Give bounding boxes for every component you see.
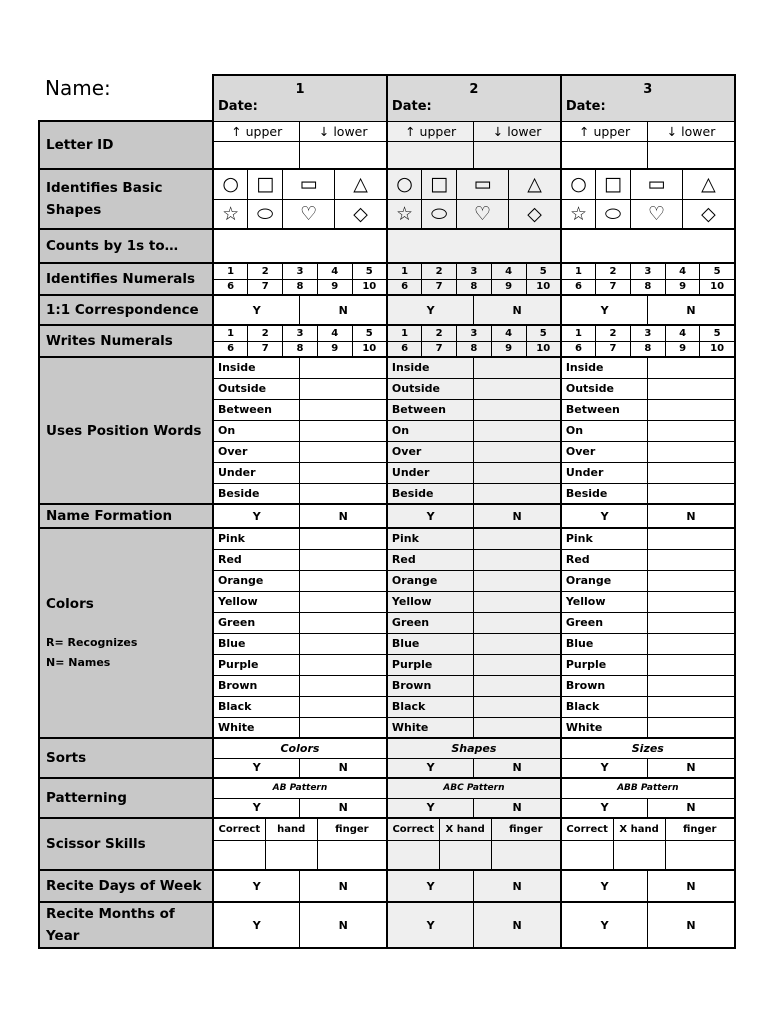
numeral-cell[interactable]: 8 [630,341,665,357]
position-entry[interactable] [474,462,561,483]
position-word: Between [213,399,300,420]
assessment-table [38,74,736,949]
color-entry[interactable] [648,528,735,549]
row-label-patterning: Patterning [39,778,213,818]
scissor-header: finger [665,818,735,840]
numeral-cell[interactable]: 7 [248,341,283,357]
numeral-cell[interactable]: 2 [248,325,283,341]
numeral-cell[interactable]: 10 [700,341,735,357]
shape-symbol-icon[interactable]: ○ [561,169,596,199]
position-entry[interactable] [300,399,387,420]
color-entry[interactable] [474,549,561,570]
color-entry[interactable] [648,570,735,591]
upper-header: ↑ upper [387,121,474,141]
upper-header: ↑ upper [561,121,648,141]
color-name: White [213,717,300,738]
position-entry[interactable] [648,441,735,462]
position-word: On [561,420,648,441]
color-name: Yellow [213,591,300,612]
patterning-type: ABB Pattern [561,778,735,798]
shape-symbol-icon[interactable]: □ [422,169,457,199]
scissor-entry[interactable] [265,840,317,870]
position-entry[interactable] [474,378,561,399]
position-entry[interactable] [648,378,735,399]
position-entry[interactable] [648,357,735,378]
color-entry[interactable] [474,717,561,738]
shape-symbol-icon[interactable]: △ [683,169,735,199]
position-word: Over [213,441,300,462]
color-entry[interactable] [648,675,735,696]
patterning-type: AB Pattern [213,778,387,798]
color-name: Red [387,549,474,570]
position-word: Outside [561,378,648,399]
numeral-cell[interactable]: 3 [630,263,665,279]
color-entry[interactable] [474,675,561,696]
color-name: Orange [213,570,300,591]
no-option[interactable]: N [300,504,387,528]
scissor-entry[interactable] [213,840,265,870]
row-label-position-words: Uses Position Words [39,357,213,504]
no-option[interactable]: N [648,870,735,902]
numeral-cell[interactable]: 7 [422,279,457,295]
numeral-cell[interactable]: 1 [561,263,596,279]
color-name: Red [561,549,648,570]
position-entry[interactable] [474,399,561,420]
scissor-entry[interactable] [665,840,735,870]
numeral-cell[interactable]: 5 [700,325,735,341]
position-word: Beside [561,483,648,504]
numeral-cell[interactable]: 2 [422,263,457,279]
row-label-correspondence: 1:1 Correspondence [39,295,213,325]
scissor-header: hand [265,818,317,840]
yes-option[interactable]: Y [213,504,300,528]
position-entry[interactable] [648,399,735,420]
color-name: Green [213,612,300,633]
row-label-days: Recite Days of Week [39,870,213,902]
position-entry[interactable] [300,441,387,462]
color-name: Pink [213,528,300,549]
date-label: Date: [218,99,258,115]
yes-option[interactable]: Y [213,902,300,948]
position-entry[interactable] [648,462,735,483]
numeral-cell[interactable]: 5 [526,325,561,341]
color-name: Purple [387,654,474,675]
numeral-cell[interactable]: 3 [283,325,318,341]
shape-symbol-icon[interactable]: □ [248,169,283,199]
color-entry[interactable] [300,633,387,654]
numeral-cell[interactable]: 10 [352,279,387,295]
position-entry[interactable] [648,420,735,441]
numeral-cell[interactable]: 6 [387,279,422,295]
scissor-header: finger [317,818,387,840]
scissor-entry[interactable] [561,840,613,870]
shape-symbol-icon[interactable]: ○ [213,169,248,199]
color-entry[interactable] [648,591,735,612]
lower-header: ↓ lower [300,121,387,141]
sorts-type: Sizes [561,738,735,758]
color-name: Yellow [387,591,474,612]
numeral-cell[interactable]: 7 [422,341,457,357]
shape-symbol-icon[interactable]: ◇ [683,199,735,229]
numeral-cell[interactable]: 4 [665,325,700,341]
shape-symbol-icon[interactable]: ☆ [387,199,422,229]
shape-symbol-icon[interactable]: ⬭ [248,199,283,229]
numeral-cell[interactable]: 8 [456,341,491,357]
numeral-cell[interactable]: 3 [283,263,318,279]
numeral-cell[interactable]: 2 [248,263,283,279]
colors-title: Colors [46,596,94,612]
color-entry[interactable] [474,633,561,654]
no-option[interactable]: N [474,870,561,902]
shape-symbol-icon[interactable]: ▭ [283,169,335,199]
numeral-cell[interactable]: 3 [456,325,491,341]
color-entry[interactable] [300,717,387,738]
position-word: Under [213,462,300,483]
no-option[interactable]: N [300,870,387,902]
date-column-header-3 [561,75,735,121]
color-entry[interactable] [648,633,735,654]
position-entry[interactable] [300,378,387,399]
color-name: Blue [387,633,474,654]
color-name: Black [387,696,474,717]
scissor-header: Correct [387,818,439,840]
color-name: Blue [561,633,648,654]
no-option[interactable]: N [648,295,735,325]
position-word: Beside [213,483,300,504]
position-word: Inside [561,357,648,378]
numeral-cell[interactable]: 6 [213,341,248,357]
scissor-header: finger [491,818,561,840]
sorts-type: Colors [213,738,387,758]
position-word: Under [387,462,474,483]
scissor-header: X hand [439,818,491,840]
color-name: Blue [213,633,300,654]
numeral-cell[interactable]: 6 [213,279,248,295]
upper-entry[interactable] [387,141,474,169]
legend-recognizes: R= Recognizes [46,636,138,649]
no-option[interactable]: N [474,902,561,948]
color-name: Pink [561,528,648,549]
lower-header: ↓ lower [648,121,735,141]
scissor-header: X hand [613,818,665,840]
color-entry[interactable] [648,654,735,675]
color-name: Orange [387,570,474,591]
color-entry[interactable] [474,528,561,549]
yes-option[interactable]: Y [387,295,474,325]
numeral-cell[interactable]: 8 [283,341,318,357]
color-entry[interactable] [300,612,387,633]
patterning-type: ABC Pattern [387,778,561,798]
position-entry[interactable] [474,420,561,441]
shape-symbol-icon[interactable]: ♡ [456,199,508,229]
numeral-cell[interactable]: 9 [317,341,352,357]
numeral-cell[interactable]: 8 [630,279,665,295]
yes-option[interactable]: Y [561,902,648,948]
position-word: Inside [213,357,300,378]
numeral-cell[interactable]: 8 [456,279,491,295]
numeral-cell[interactable]: 9 [491,341,526,357]
scissor-header: Correct [561,818,613,840]
no-option[interactable]: N [300,902,387,948]
shape-symbol-icon[interactable]: ♡ [283,199,335,229]
position-entry[interactable] [474,441,561,462]
color-entry[interactable] [300,528,387,549]
position-entry[interactable] [300,357,387,378]
shape-symbol-icon[interactable]: ○ [387,169,422,199]
position-word: Under [561,462,648,483]
column-number: 1 [295,82,305,98]
header-blank [39,75,213,121]
row-label-name-formation: Name Formation [39,504,213,528]
yes-option[interactable]: Y [213,758,300,778]
position-word: Between [561,399,648,420]
shape-symbol-icon[interactable]: ☆ [561,199,596,229]
date-column-header-1 [213,75,387,121]
position-word: Between [387,399,474,420]
shape-symbol-icon[interactable]: ▭ [456,169,508,199]
yes-option[interactable]: Y [387,902,474,948]
yes-option[interactable]: Y [561,758,648,778]
shape-symbol-icon[interactable]: △ [509,169,561,199]
shape-symbol-icon[interactable]: △ [335,169,387,199]
numeral-cell[interactable]: 3 [630,325,665,341]
position-entry[interactable] [300,483,387,504]
numeral-cell[interactable]: 9 [665,279,700,295]
numeral-cell[interactable]: 10 [526,279,561,295]
color-name: Purple [213,654,300,675]
no-option[interactable]: N [648,902,735,948]
scissor-entry[interactable] [317,840,387,870]
row-label-sorts: Sorts [39,738,213,778]
scissor-header: Correct [213,818,265,840]
position-word: On [387,420,474,441]
shape-symbol-icon[interactable]: ⬭ [596,199,631,229]
position-entry[interactable] [648,483,735,504]
numeral-cell[interactable]: 7 [596,279,631,295]
upper-entry[interactable] [561,141,648,169]
shape-symbol-icon[interactable]: □ [596,169,631,199]
numeral-cell[interactable]: 10 [700,279,735,295]
color-name: White [387,717,474,738]
numeral-cell[interactable]: 9 [665,341,700,357]
numeral-cell[interactable]: 3 [456,263,491,279]
yes-option[interactable]: Y [213,295,300,325]
no-option[interactable]: N [300,798,387,818]
color-name: Black [213,696,300,717]
color-name: Brown [561,675,648,696]
name-label: Name: [45,76,111,100]
numeral-cell[interactable]: 5 [526,263,561,279]
lower-entry[interactable] [648,141,735,169]
numeral-cell[interactable]: 8 [283,279,318,295]
color-name: Brown [213,675,300,696]
counts-entry[interactable] [387,229,561,263]
assessment-sheet [38,74,736,949]
no-option[interactable]: N [474,758,561,778]
position-word: Over [387,441,474,462]
numeral-cell[interactable]: 1 [387,325,422,341]
numeral-cell[interactable]: 5 [352,325,387,341]
yes-option[interactable]: Y [387,870,474,902]
color-entry[interactable] [474,612,561,633]
row-label-colors [39,528,213,738]
numeral-cell[interactable]: 4 [665,263,700,279]
numeral-cell[interactable]: 4 [491,263,526,279]
color-name: Black [561,696,648,717]
color-entry[interactable] [648,717,735,738]
numeral-cell[interactable]: 7 [596,341,631,357]
no-option[interactable]: N [648,798,735,818]
date-column-header-2 [387,75,561,121]
color-entry[interactable] [300,591,387,612]
position-entry[interactable] [300,462,387,483]
numeral-cell[interactable]: 6 [561,341,596,357]
numeral-cell[interactable]: 5 [700,263,735,279]
no-option[interactable]: N [474,798,561,818]
lower-header: ↓ lower [474,121,561,141]
position-word: Outside [387,378,474,399]
no-option[interactable]: N [648,504,735,528]
row-label-months: Recite Months of Year [39,902,213,948]
position-entry[interactable] [300,420,387,441]
color-entry[interactable] [300,675,387,696]
shape-symbol-icon[interactable]: ◇ [509,199,561,229]
yes-option[interactable]: Y [387,798,474,818]
numeral-cell[interactable]: 2 [422,325,457,341]
numeral-cell[interactable]: 1 [387,263,422,279]
row-label-counts: Counts by 1s to… [39,229,213,263]
yes-option[interactable]: Y [213,798,300,818]
numeral-cell[interactable]: 2 [596,263,631,279]
numeral-cell[interactable]: 6 [561,279,596,295]
color-entry[interactable] [648,696,735,717]
yes-option[interactable]: Y [213,870,300,902]
shape-symbol-icon[interactable]: ▭ [630,169,682,199]
numeral-cell[interactable]: 4 [491,325,526,341]
column-number: 2 [469,82,479,98]
scissor-entry[interactable] [491,840,561,870]
row-label-shapes: Identifies Basic Shapes [39,169,213,229]
row-label-identifies-numerals: Identifies Numerals [39,263,213,295]
yes-option[interactable]: Y [387,758,474,778]
numeral-cell[interactable]: 2 [596,325,631,341]
numeral-cell[interactable]: 5 [352,263,387,279]
color-name: Yellow [561,591,648,612]
yes-option[interactable]: Y [561,295,648,325]
color-entry[interactable] [300,570,387,591]
numeral-cell[interactable]: 9 [491,279,526,295]
numeral-cell[interactable]: 7 [248,279,283,295]
sorts-type: Shapes [387,738,561,758]
numeral-cell[interactable]: 10 [526,341,561,357]
yes-option[interactable]: Y [561,870,648,902]
color-entry[interactable] [474,696,561,717]
color-name: Orange [561,570,648,591]
position-entry[interactable] [474,357,561,378]
numeral-cell[interactable]: 9 [317,279,352,295]
position-entry[interactable] [474,483,561,504]
position-word: On [213,420,300,441]
no-option[interactable]: N [474,295,561,325]
color-name: Green [387,612,474,633]
color-entry[interactable] [648,612,735,633]
numeral-cell[interactable]: 10 [352,341,387,357]
shape-symbol-icon[interactable]: ♡ [630,199,682,229]
numeral-cell[interactable]: 6 [387,341,422,357]
shape-symbol-icon[interactable]: ☆ [213,199,248,229]
scissor-entry[interactable] [439,840,491,870]
color-name: Purple [561,654,648,675]
position-word: Inside [387,357,474,378]
no-option[interactable]: N [474,504,561,528]
color-entry[interactable] [474,570,561,591]
row-label-letter-id: Letter ID [39,121,213,169]
position-word: Beside [387,483,474,504]
numeral-cell[interactable]: 1 [213,325,248,341]
yes-option[interactable]: Y [561,798,648,818]
legend-names: N= Names [46,656,111,669]
column-number: 3 [643,82,653,98]
color-name: Brown [387,675,474,696]
yes-option[interactable]: Y [561,504,648,528]
yes-option[interactable]: Y [387,504,474,528]
upper-header: ↑ upper [213,121,300,141]
color-entry[interactable] [648,549,735,570]
upper-entry[interactable] [213,141,300,169]
color-entry[interactable] [474,591,561,612]
shape-symbol-icon[interactable]: ◇ [335,199,387,229]
lower-entry[interactable] [300,141,387,169]
position-word: Outside [213,378,300,399]
position-word: Over [561,441,648,462]
scissor-entry[interactable] [387,840,439,870]
color-entry[interactable] [300,549,387,570]
numeral-cell[interactable]: 1 [213,263,248,279]
numeral-cell[interactable]: 1 [561,325,596,341]
date-label: Date: [565,99,606,115]
lower-entry[interactable] [474,141,561,169]
color-entry[interactable] [300,654,387,675]
no-option[interactable]: N [648,758,735,778]
no-option[interactable]: N [300,758,387,778]
date-label: Date: [391,99,432,115]
color-name: White [561,717,648,738]
color-entry[interactable] [474,654,561,675]
row-label-scissor: Scissor Skills [39,818,213,870]
shape-symbol-icon[interactable]: ⬭ [422,199,457,229]
row-label-writes-numerals: Writes Numerals [39,325,213,357]
color-entry[interactable] [300,696,387,717]
counts-entry[interactable] [561,229,735,263]
color-name: Green [561,612,648,633]
color-name: Pink [387,528,474,549]
numeral-cell[interactable]: 4 [317,325,352,341]
scissor-entry[interactable] [613,840,665,870]
counts-entry[interactable] [213,229,387,263]
no-option[interactable]: N [300,295,387,325]
numeral-cell[interactable]: 4 [317,263,352,279]
color-name: Red [213,549,300,570]
